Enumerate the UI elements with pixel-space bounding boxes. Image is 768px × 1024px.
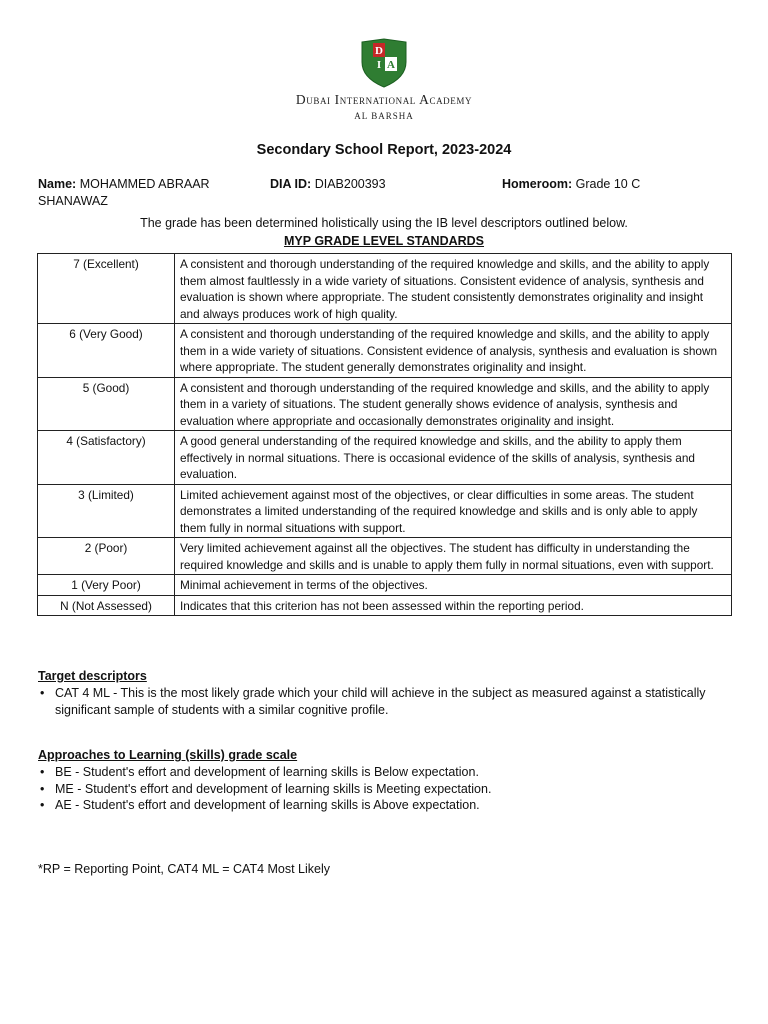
report-title: Secondary School Report, 2023-2024 [256, 142, 512, 158]
grade-cell: 3 (Limited) [38, 484, 175, 538]
intro-text: The grade has been determined holistically using the IB level descriptors outlined below. [140, 216, 628, 230]
bullet-icon: • [40, 798, 45, 812]
student-name [38, 176, 238, 210]
grade-cell: 2 (Poor) [38, 538, 175, 575]
logo-letter-d: D [375, 45, 383, 57]
descriptor-cell: Very limited achievement against all the objectives. The student has difficulty in understanding the required knowledge and skills and is unable to apply them fully in normal situations, even with support. [175, 538, 732, 575]
target-item-text: CAT 4 ML - This is the most likely grade which your child will achieve in the subject as measured against a statistically significant sample of students with a similar cognitive profile. [55, 686, 706, 717]
campus-name: AL BARSHA [354, 111, 414, 121]
list-item [38, 685, 738, 718]
descriptor-cell: A consistent and thorough understanding of the required knowledge and skills, and the ability to apply them almost faultlessly in a wide variety of situations. Consistent evidence of analysis, synthesis and evaluation is shown where appropriate. The student consistently demonstrates originality and insight and always produces work of high quality. [175, 254, 732, 324]
footnote: *RP = Reporting Point, CAT4 ML = CAT4 Most Likely [38, 862, 331, 876]
table-row [38, 377, 732, 431]
target-descriptors-list [38, 685, 738, 718]
table-row [38, 538, 732, 575]
descriptor-cell: Indicates that this criterion has not been assessed within the reporting period. [175, 595, 732, 616]
grade-cell: 1 (Very Poor) [38, 575, 175, 596]
list-item [38, 797, 738, 814]
descriptor-cell: Limited achievement against most of the objectives, or clear difficulties in some areas. The student demonstrates a limited understanding of the required knowledge and skills and is only able to apply them fully in normal situations with support. [175, 484, 732, 538]
grade-cell: 5 (Good) [38, 377, 175, 431]
logo-letter-a: A [387, 59, 395, 71]
table-row [38, 254, 732, 324]
atl-item-text: ME - Student's effort and development of learning skills is Meeting expectation. [55, 781, 492, 796]
name-label: Name: [38, 177, 77, 191]
homeroom-label: Homeroom: [502, 177, 573, 191]
table-row [38, 575, 732, 596]
table-row [38, 484, 732, 538]
descriptor-cell: Minimal achievement in terms of the objectives. [175, 575, 732, 596]
list-item [38, 781, 738, 798]
bullet-icon: • [40, 781, 45, 796]
school-logo-shield [360, 38, 408, 88]
id-label: DIA ID: [270, 177, 312, 191]
student-id [270, 176, 386, 193]
atl-list [38, 764, 738, 814]
table-row [38, 595, 732, 616]
grade-cell: 4 (Satisfactory) [38, 431, 175, 485]
homeroom-value: Grade 10 C [575, 177, 641, 191]
bullet-icon: • [40, 686, 45, 700]
table-row [38, 324, 732, 378]
table-row [38, 431, 732, 485]
logo-letter-i: I [376, 59, 382, 71]
list-item [38, 764, 738, 781]
descriptor-cell: A consistent and thorough understanding of the required knowledge and skills, and the ability to apply them in a variety of situations. The student generally shows evidence of analysis, synthesis and evaluation where appropriate and occasionally demonstrates originality and insight. [175, 377, 732, 431]
standards-title: MYP GRADE LEVEL STANDARDS [283, 234, 485, 248]
homeroom [502, 176, 640, 193]
grade-cell: 6 (Very Good) [38, 324, 175, 378]
bullet-icon: • [40, 765, 45, 779]
grade-cell: 7 (Excellent) [38, 254, 175, 324]
grade-standards-table [37, 253, 732, 616]
name-value: MOHAMMED ABRAAR SHANAWAZ [38, 177, 210, 208]
descriptor-cell: A good general understanding of the required knowledge and skills, and the ability to apply them effectively in normal situations. There is occasional evidence of the skills of analysis, synthesis and evaluation. [175, 431, 732, 485]
school-name: Dubai International Academy [295, 92, 473, 107]
target-descriptors-heading: Target descriptors [38, 669, 147, 683]
id-value: DIAB200393 [314, 177, 386, 191]
atl-item-text: BE - Student's effort and development of learning skills is Below expectation. [55, 765, 479, 779]
grade-cell: N (Not Assessed) [38, 595, 175, 616]
atl-heading: Approaches to Learning (skills) grade scale [38, 748, 298, 762]
descriptor-cell: A consistent and thorough understanding of the required knowledge and skills, and the ability to apply them in a wide variety of situations. Consistent evidence of analysis, synthesis and evaluation is shown where appropriate. The student generally demonstrates originality and insight. [175, 324, 732, 378]
atl-item-text: AE - Student's effort and development of learning skills is Above expectation. [55, 798, 480, 812]
